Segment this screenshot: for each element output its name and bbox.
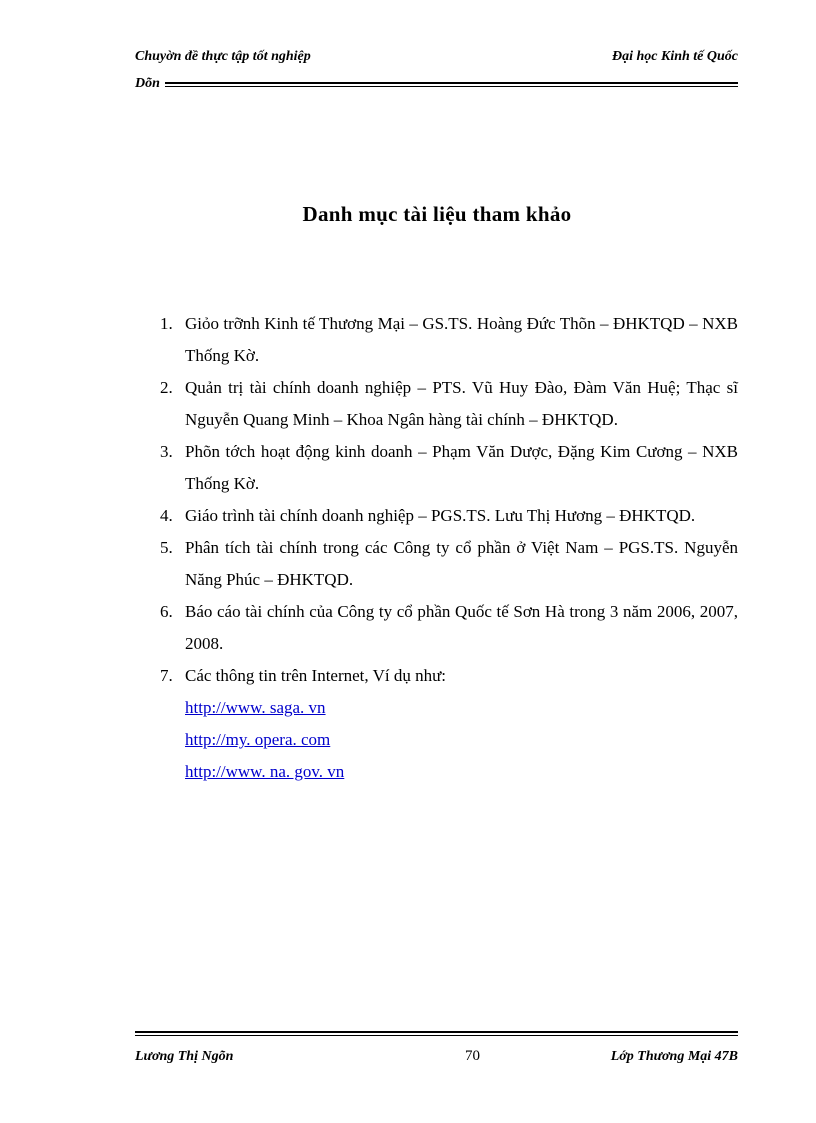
- header-right-text: Đại học Kinh tế Quốc: [611, 49, 738, 64]
- reference-text: Giáo trình tài chính doanh nghiệp – PGS.TS. Lưu Thị Hương – ĐHKTQD.: [185, 506, 696, 525]
- link-list: [185, 692, 738, 788]
- footer-divider: [135, 1031, 738, 1036]
- reference-number: 7.: [160, 666, 173, 685]
- reference-list: [160, 308, 738, 788]
- link-opera[interactable]: http://my. opera. com: [185, 730, 331, 749]
- page-title: Danh mục tài liệu tham khảo: [302, 202, 572, 226]
- reference-item: [160, 308, 738, 372]
- header-wrap-text: Dõn: [135, 76, 160, 91]
- reference-number: 1.: [160, 314, 173, 333]
- reference-number: 5.: [160, 538, 173, 557]
- reference-text: Giỏo trỡnh Kinh tế Thương Mại – GS.TS. Hoàng Đức Thõn – ĐHKTQD – NXB Thống Kờ.: [185, 314, 738, 365]
- reference-item: [160, 532, 738, 596]
- reference-text: Báo cáo tài chính của Công ty cổ phần Quốc tế Sơn Hà trong 3 năm 2006, 2007, 2008.: [185, 602, 738, 653]
- page-number: 70: [465, 1048, 480, 1064]
- link-saga[interactable]: http://www. saga. vn: [185, 698, 326, 717]
- reference-text: Phõn tớch hoạt động kinh doanh – Phạm Văn Dược, Đặng Kim Cương – NXB Thống Kờ.: [185, 442, 738, 493]
- reference-item: [160, 500, 738, 532]
- reference-item: [160, 660, 738, 788]
- footer-class: Lớp Thương Mại 47B: [610, 1049, 738, 1064]
- footer-author: Lương Thị Ngõn: [135, 1049, 234, 1064]
- header-divider: [165, 82, 738, 87]
- reference-text: Các thông tin trên Internet, Ví dụ như:: [185, 666, 447, 685]
- reference-item: [160, 436, 738, 500]
- reference-text: Phân tích tài chính trong các Công ty cổ phần ở Việt Nam – PGS.TS. Nguyễn Năng Phúc – ĐHKTQD.: [185, 538, 738, 589]
- reference-text: Quản trị tài chính doanh nghiệp – PTS. Vũ Huy Đào, Đàm Văn Huệ; Thạc sĩ Nguyễn Quang Minh – Khoa Ngân hàng tài chính – ĐHKTQD.: [185, 378, 738, 429]
- reference-item: [160, 372, 738, 436]
- reference-number: 2.: [160, 378, 173, 397]
- reference-number: 3.: [160, 442, 173, 461]
- reference-number: 6.: [160, 602, 173, 621]
- link-na-gov[interactable]: http://www. na. gov. vn: [185, 762, 345, 781]
- reference-number: 4.: [160, 506, 173, 525]
- reference-item: [160, 596, 738, 660]
- header-left-text: Chuyờn đề thực tập tốt nghiệp: [135, 49, 311, 64]
